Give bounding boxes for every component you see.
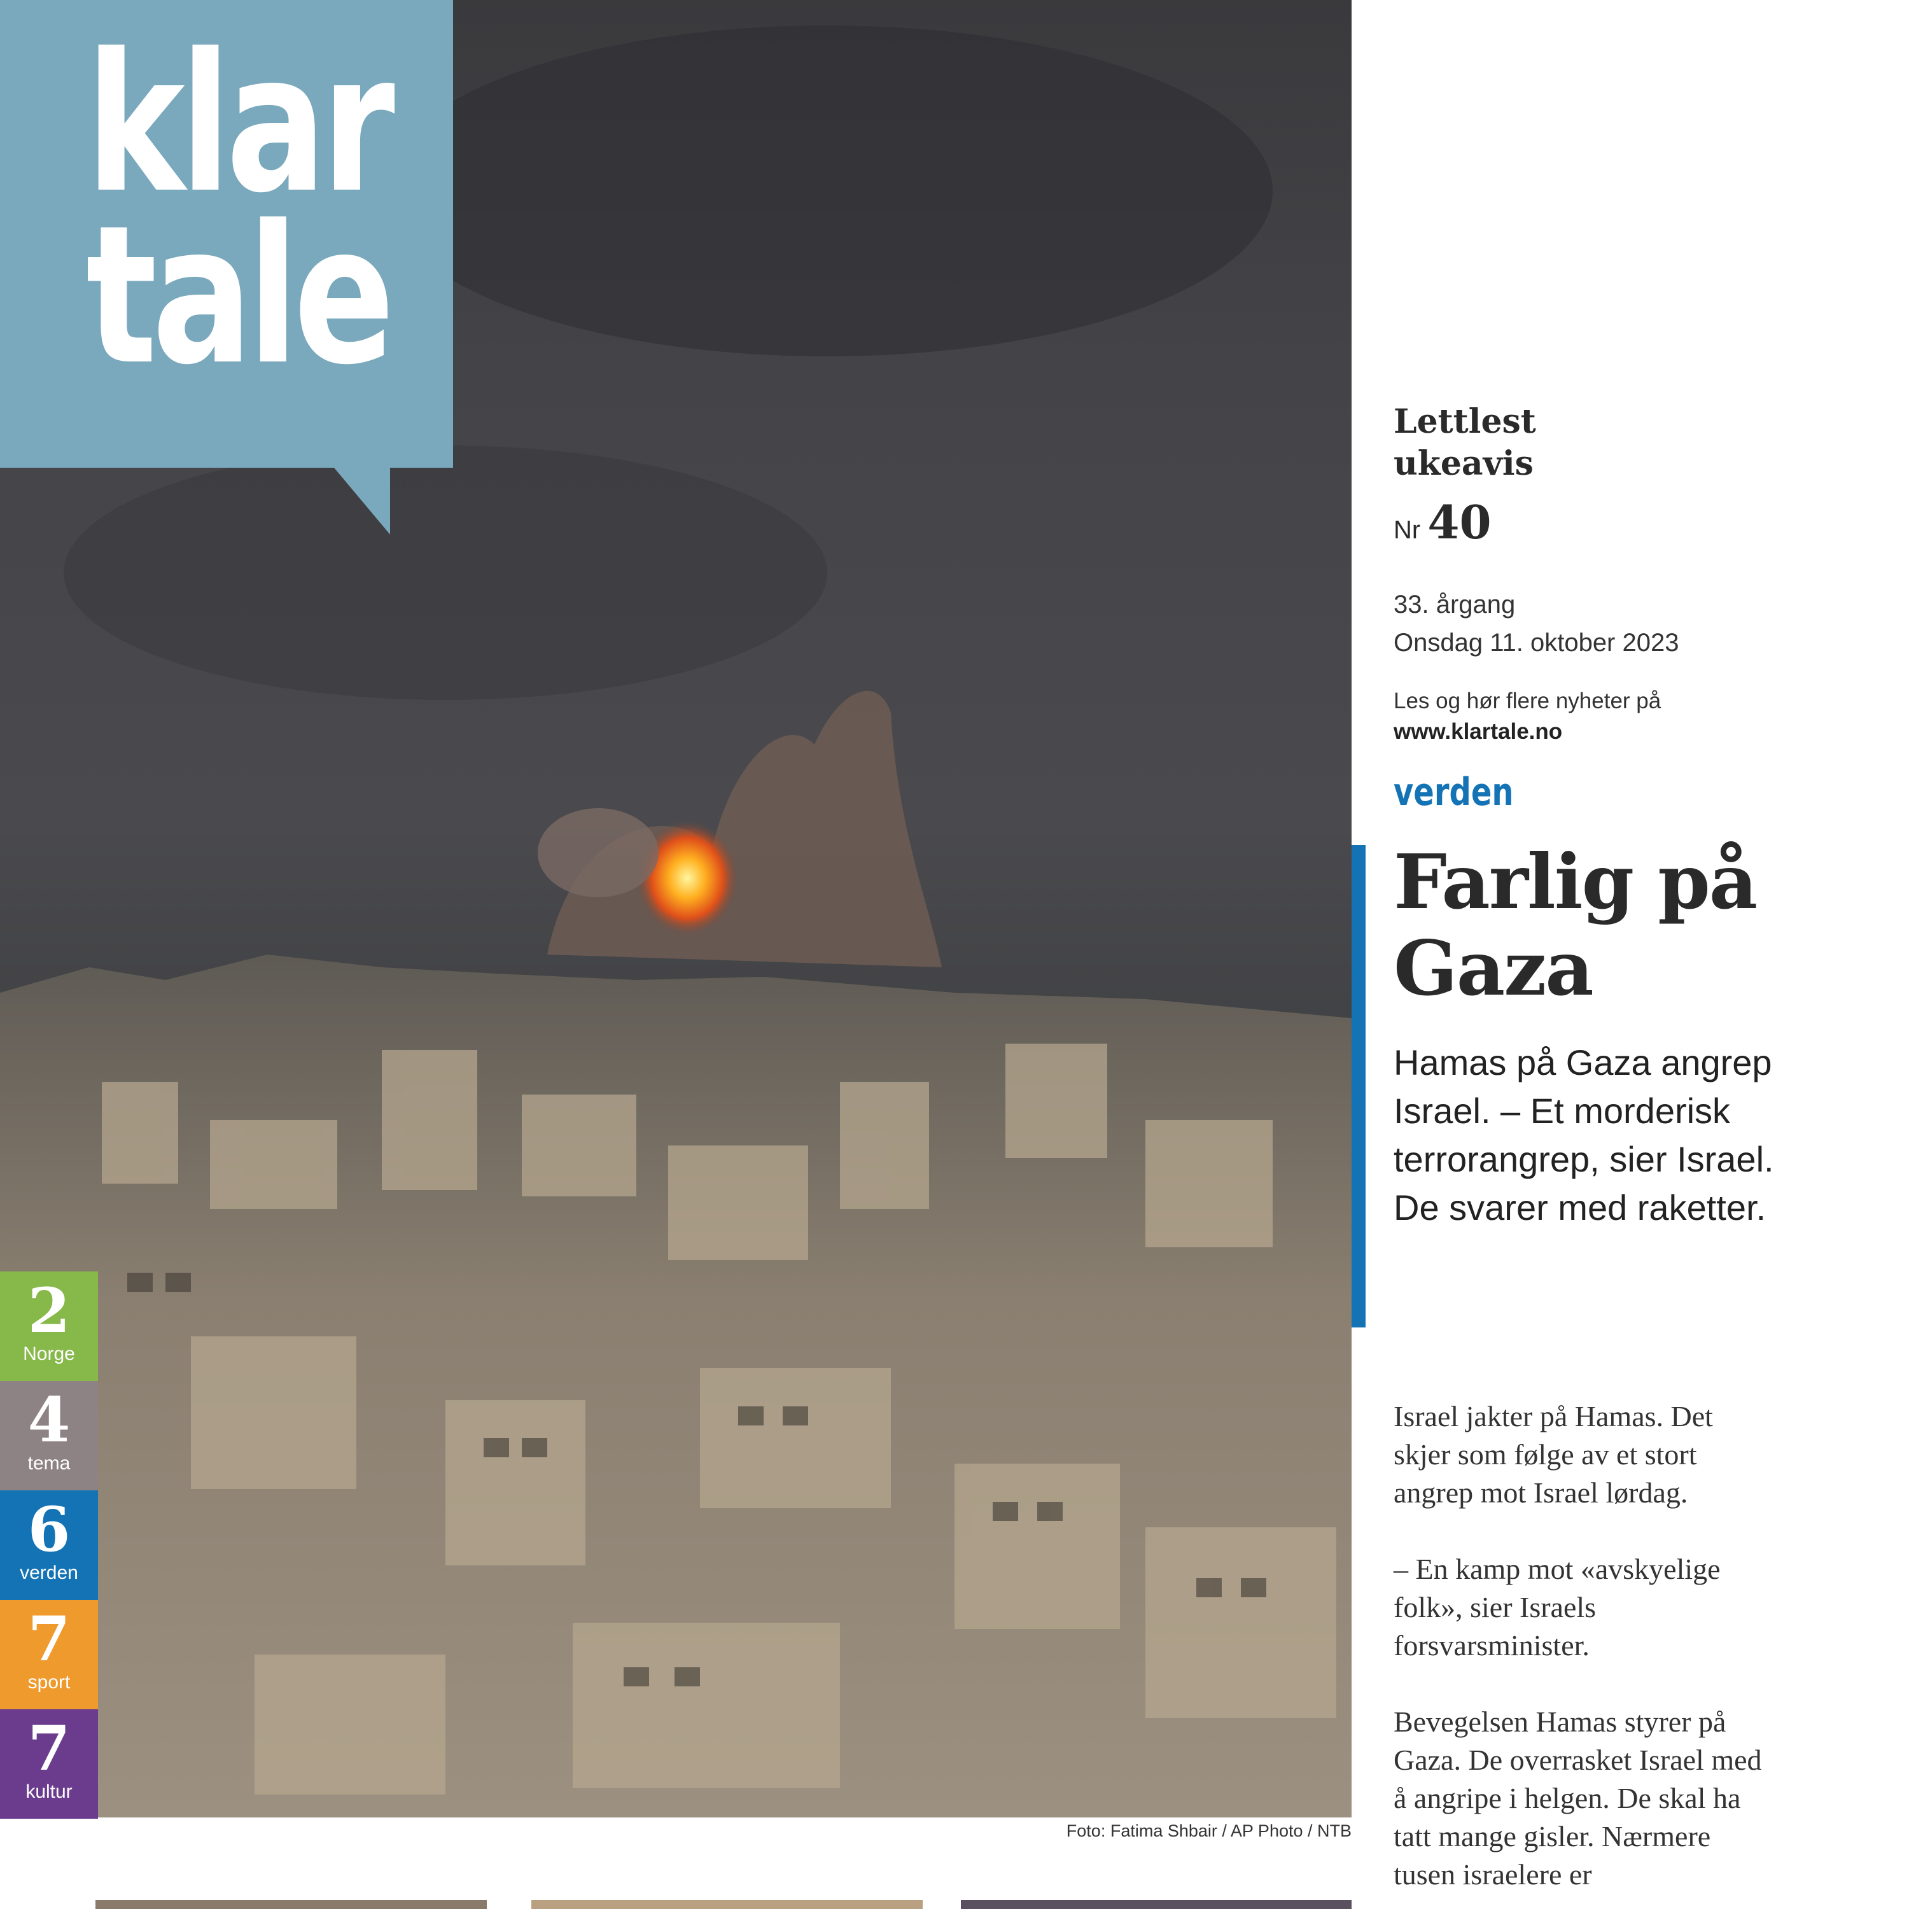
- section-name: verden: [20, 1562, 78, 1583]
- headline[interactable]: [1394, 839, 1890, 1012]
- headline-accent-bar: [1352, 845, 1366, 1327]
- section-tab-norge[interactable]: [0, 1271, 98, 1381]
- issue-number: [1394, 495, 1890, 549]
- headline-line-2: Gaza: [1394, 924, 1593, 1012]
- section-name: kultur: [25, 1781, 73, 1802]
- section-index: [0, 1271, 98, 1819]
- web-text: Les og hør flere nyheter på: [1394, 689, 1661, 713]
- section-tab-verden[interactable]: [0, 1490, 98, 1600]
- headline-line-1: Farlig på: [1394, 837, 1757, 926]
- tagline-line-1: Lettlest: [1394, 402, 1536, 441]
- section-tab-tema[interactable]: [0, 1381, 98, 1490]
- section-tab-sport[interactable]: [0, 1600, 98, 1709]
- section-name: sport: [27, 1672, 71, 1693]
- thumbnail-image[interactable]: [961, 1900, 1352, 1909]
- web-promo: [1394, 686, 1890, 747]
- body-paragraph: Bevegelsen Hamas styrer på Gaza. De overrasket Israel med å angripe i helgen. De skal ha tatt mange gisler. Nærmere tusen israelere er: [1394, 1705, 1762, 1891]
- logo-bubble-tail: [334, 468, 390, 535]
- article-body: [1394, 1397, 1775, 1932]
- issue-prefix: Nr: [1394, 516, 1421, 544]
- klartale-logo[interactable]: [0, 0, 453, 468]
- section-page-number: 6: [27, 1494, 71, 1565]
- section-page-number: 2: [27, 1275, 71, 1347]
- thumbnail-image[interactable]: [95, 1900, 487, 1909]
- section-page-number: 4: [27, 1384, 71, 1456]
- section-name: tema: [27, 1453, 71, 1474]
- photo-caption: Foto: Fatima Shbair / AP Photo / NTB: [1066, 1821, 1352, 1840]
- web-link[interactable]: www.klartale.no: [1394, 719, 1563, 744]
- tagline-line-2: ukeavis: [1394, 444, 1534, 483]
- logo-line-1: klar: [86, 13, 390, 235]
- issue-value: 40: [1427, 495, 1492, 549]
- issue-meta: [1394, 585, 1890, 662]
- logo-wordmark: [86, 13, 390, 407]
- section-name: Norge: [23, 1343, 75, 1364]
- section-tab-kultur[interactable]: [0, 1709, 98, 1819]
- tagline: [1394, 401, 1890, 485]
- volume: 33. årgang: [1394, 591, 1516, 619]
- lead-paragraph: Hamas på Gaza angrep Israel. – Et morderisk terrorangrep, sier Israel. De svarer med raketter.: [1394, 1042, 1774, 1228]
- logo-line-2: tale: [86, 185, 390, 407]
- section-page-number: 7: [27, 1603, 71, 1675]
- section-kicker[interactable]: verden: [1394, 770, 1514, 815]
- section-page-number: 7: [27, 1712, 71, 1784]
- issue-date: Onsdag 11. oktober 2023: [1394, 629, 1679, 657]
- body-paragraph: – En kamp mot «avskyelige folk», sier Israels forsvarsminister.: [1394, 1553, 1721, 1662]
- thumbnail-image[interactable]: [531, 1900, 923, 1909]
- body-paragraph: Israel jakter på Hamas. Det skjer som følge av et stort angrep mot Israel lørdag.: [1394, 1400, 1713, 1509]
